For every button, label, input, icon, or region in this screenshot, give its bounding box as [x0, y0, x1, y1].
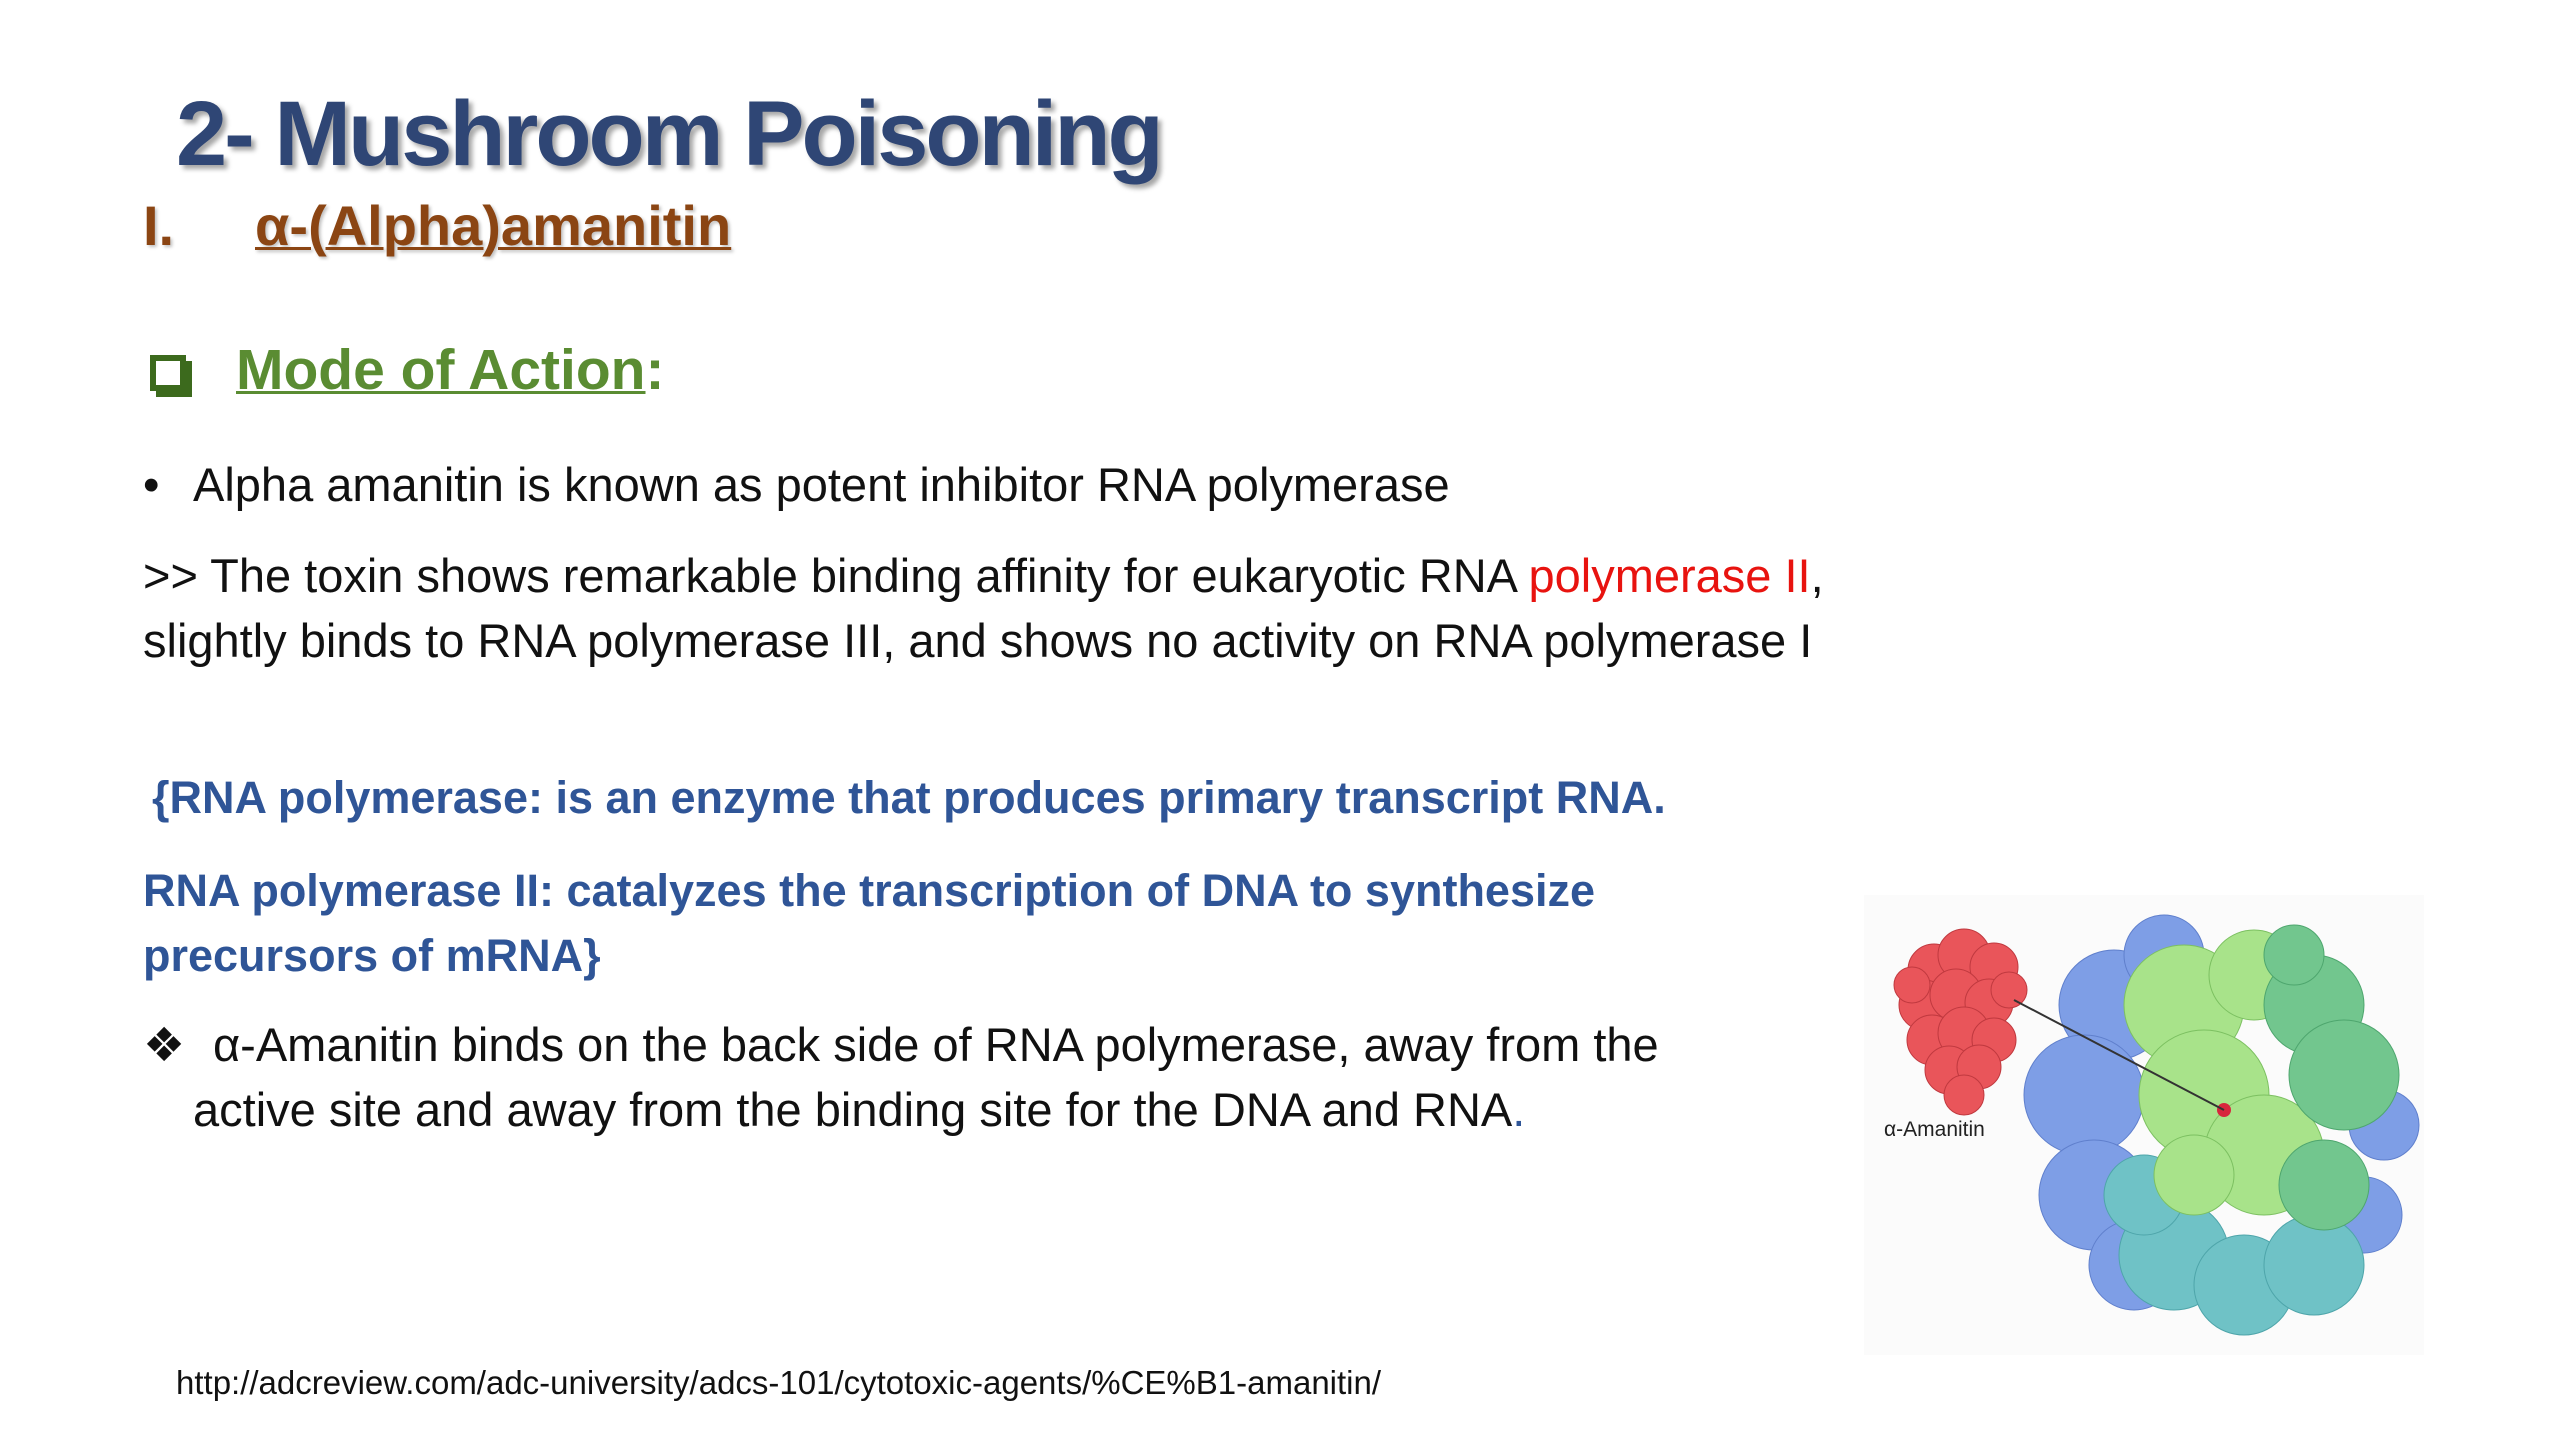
slide-title: 2- Mushroom Poisoning: [176, 83, 1161, 185]
section-label: Mode of Action: [236, 338, 646, 402]
source-url: http://adcreview.com/adc-university/adcs-101/cytotoxic-agents/%CE%B1-amanitin/: [176, 1364, 1382, 1401]
paragraph-text-end: , slightly binds to RNA polymerase III, and shows no activity on RNA polymerase I: [143, 549, 1824, 667]
figure-label: α-Amanitin: [1884, 1118, 1985, 1141]
subheading-label: α-(Alpha)amanitin: [255, 194, 732, 257]
bullet-dot-icon: •: [143, 458, 160, 511]
definition-rna-polymerase-ii: RNA polymerase II: catalyzes the transcription of DNA to synthesize precursors of mRNA}: [143, 865, 1596, 981]
section-colon: :: [645, 338, 665, 402]
bullet-text-line2: active site and away from the binding site for the DNA and RNA: [193, 1083, 1513, 1136]
bullet-item: [143, 452, 1450, 517]
definition-rna-polymerase: {RNA polymerase: is an enzyme that produces primary transcript RNA.: [152, 772, 1666, 823]
paragraph: [143, 543, 1843, 673]
bullet-text: Alpha amanitin is known as potent inhibitor RNA polymerase: [193, 458, 1450, 511]
diamond-bullet-icon: ❖: [143, 1018, 186, 1071]
checkbox-bullet-icon: [150, 355, 186, 391]
amanitin-molecule: [1894, 929, 2027, 1115]
paragraph-text-start: >> The toxin shows remarkable binding affinity for eukaryotic RNA: [143, 549, 1529, 602]
bullet-text-line1: α-Amanitin binds on the back side of RNA polymerase, away from the: [213, 1018, 1659, 1071]
subheading-number: I.: [143, 194, 175, 257]
subheading: [143, 193, 731, 258]
highlighted-term: polymerase II: [1528, 549, 1811, 602]
bullet-end-period: .: [1512, 1083, 1526, 1136]
section-heading: [150, 337, 664, 403]
bullet-item: [143, 1012, 1843, 1142]
